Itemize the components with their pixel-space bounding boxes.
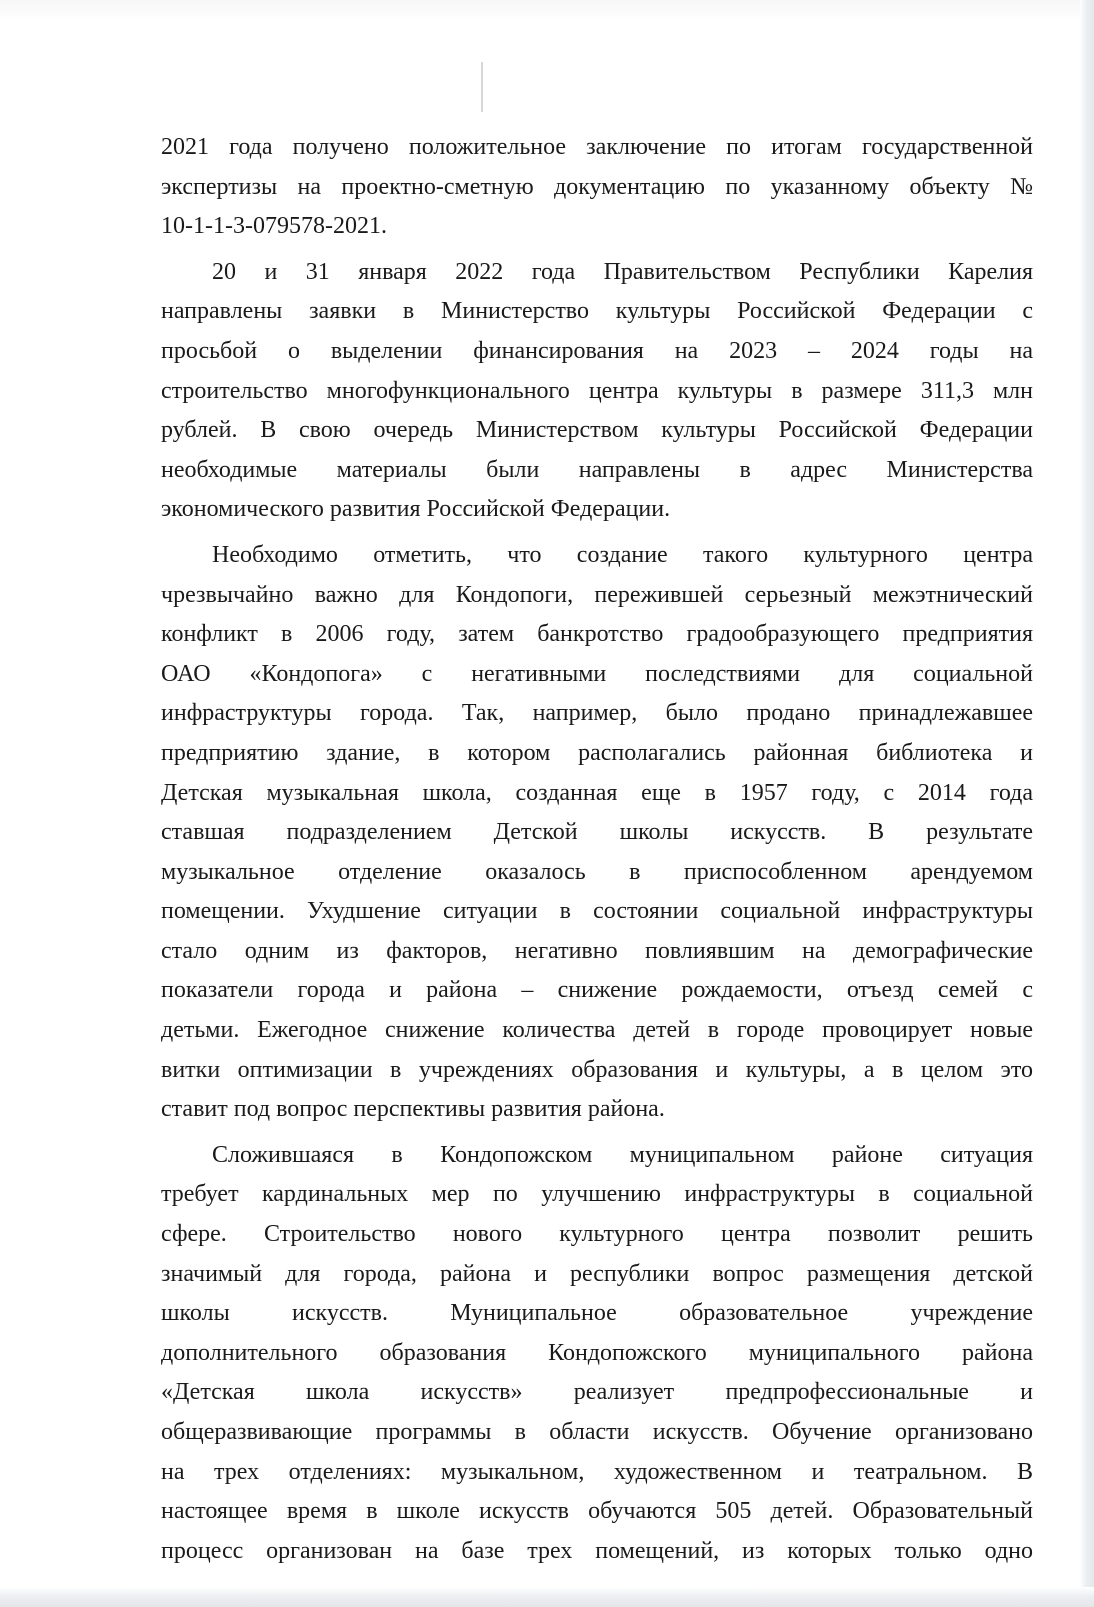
- text-line: стало одним из факторов, негативно повлиявшим на демографические: [161, 937, 1033, 964]
- text-line: сфере. Строительство нового культурного центра позволит решить: [161, 1221, 1033, 1248]
- text-line: конфликт в 2006 году, затем банкротство градообразующего предприятия: [161, 621, 1033, 648]
- text-line: музыкальное отделение оказалось в приспособленном арендуемом: [161, 858, 1033, 885]
- paper-fold-mark: [481, 62, 483, 112]
- paragraph: [161, 536, 1033, 1130]
- text-line: строительство многофункционального центра культуры в размере 311,3 млн: [161, 377, 1033, 404]
- text-line: помещении. Ухудшение ситуации в состоянии социальной инфраструктуры: [161, 898, 1033, 925]
- text-line: ставит под вопрос перспективы развития района.: [161, 1096, 665, 1123]
- text-line: процесс организован на базе трех помещений, из которых только одно: [161, 1537, 1033, 1564]
- scan-top-strip: [0, 0, 1080, 20]
- text-line: настоящее время в школе искусств обучаются 505 детей. Образовательный: [161, 1498, 1033, 1525]
- text-line: направлены заявки в Министерство культуры Российской Федерации с: [161, 298, 1033, 325]
- text-line: 20 и 31 января 2022 года Правительством Республики Карелия: [212, 258, 1033, 285]
- text-line: ОАО «Кондопога» с негативными последствиями для социальной: [161, 660, 1033, 687]
- text-line: общеразвивающие программы в области искусств. Обучение организовано: [161, 1419, 1033, 1445]
- text-line: Детская музыкальная школа, созданная еще в 1957 году, с 2014 года: [161, 779, 1033, 806]
- text-line: 2021 года получено положительное заключение по итогам государственной: [161, 134, 1033, 160]
- paragraph: [161, 1136, 1033, 1572]
- text-line: предприятию здание, в котором располагались районная библиотека и: [161, 739, 1033, 766]
- text-line: витки оптимизации в учреждениях образования и культуры, а в целом это: [161, 1056, 1033, 1083]
- text-line: экспертизы на проектно-сметную документацию по указанному объекту №: [161, 173, 1033, 200]
- text-line: инфраструктуры города. Так, например, было продано принадлежавшее: [161, 700, 1033, 727]
- document-body: [161, 128, 1033, 1577]
- text-line: 10-1-1-3-079578-2021.: [161, 213, 387, 240]
- text-line: необходимые материалы были направлены в адрес Министерства: [161, 456, 1033, 483]
- text-line: показатели города и района – снижение рождаемости, отъезд семей с: [161, 977, 1033, 1004]
- text-line: чрезвычайно важно для Кондопоги, пережившей серьезный межэтнический: [161, 581, 1033, 608]
- text-line: школы искусств. Муниципальное образовательное учреждение: [161, 1300, 1033, 1327]
- paragraph: [161, 128, 1033, 247]
- text-line: ставшая подразделением Детской школы искусств. В результате: [161, 819, 1033, 846]
- text-line: просьбой о выделении финансирования на 2023 – 2024 годы на: [161, 337, 1033, 364]
- scan-bottom-edge: [0, 1587, 1094, 1607]
- text-line: Необходимо отметить, что создание такого культурного центра: [212, 541, 1033, 568]
- paragraph: [161, 253, 1033, 530]
- text-line: значимый для города, района и республики вопрос размещения детской: [161, 1260, 1033, 1287]
- text-line: рублей. В свою очередь Министерством культуры Российской Федерации: [161, 417, 1033, 444]
- text-line: на трех отделениях: музыкальном, художественном и театральном. В: [161, 1458, 1033, 1485]
- text-line: требует кардинальных мер по улучшению инфраструктуры в социальной: [161, 1181, 1033, 1208]
- text-line: экономического развития Российской Федерации.: [161, 496, 671, 523]
- text-line: детьми. Ежегодное снижение количества детей в городе провоцирует новые: [161, 1017, 1033, 1044]
- text-line: «Детская школа искусств» реализует предпрофессиональные и: [161, 1379, 1033, 1406]
- text-line: Сложившаяся в Кондопожском муниципальном районе ситуация: [212, 1141, 1033, 1168]
- scan-right-edge: [1080, 0, 1094, 1607]
- text-line: дополнительного образования Кондопожского муниципального района: [161, 1339, 1033, 1366]
